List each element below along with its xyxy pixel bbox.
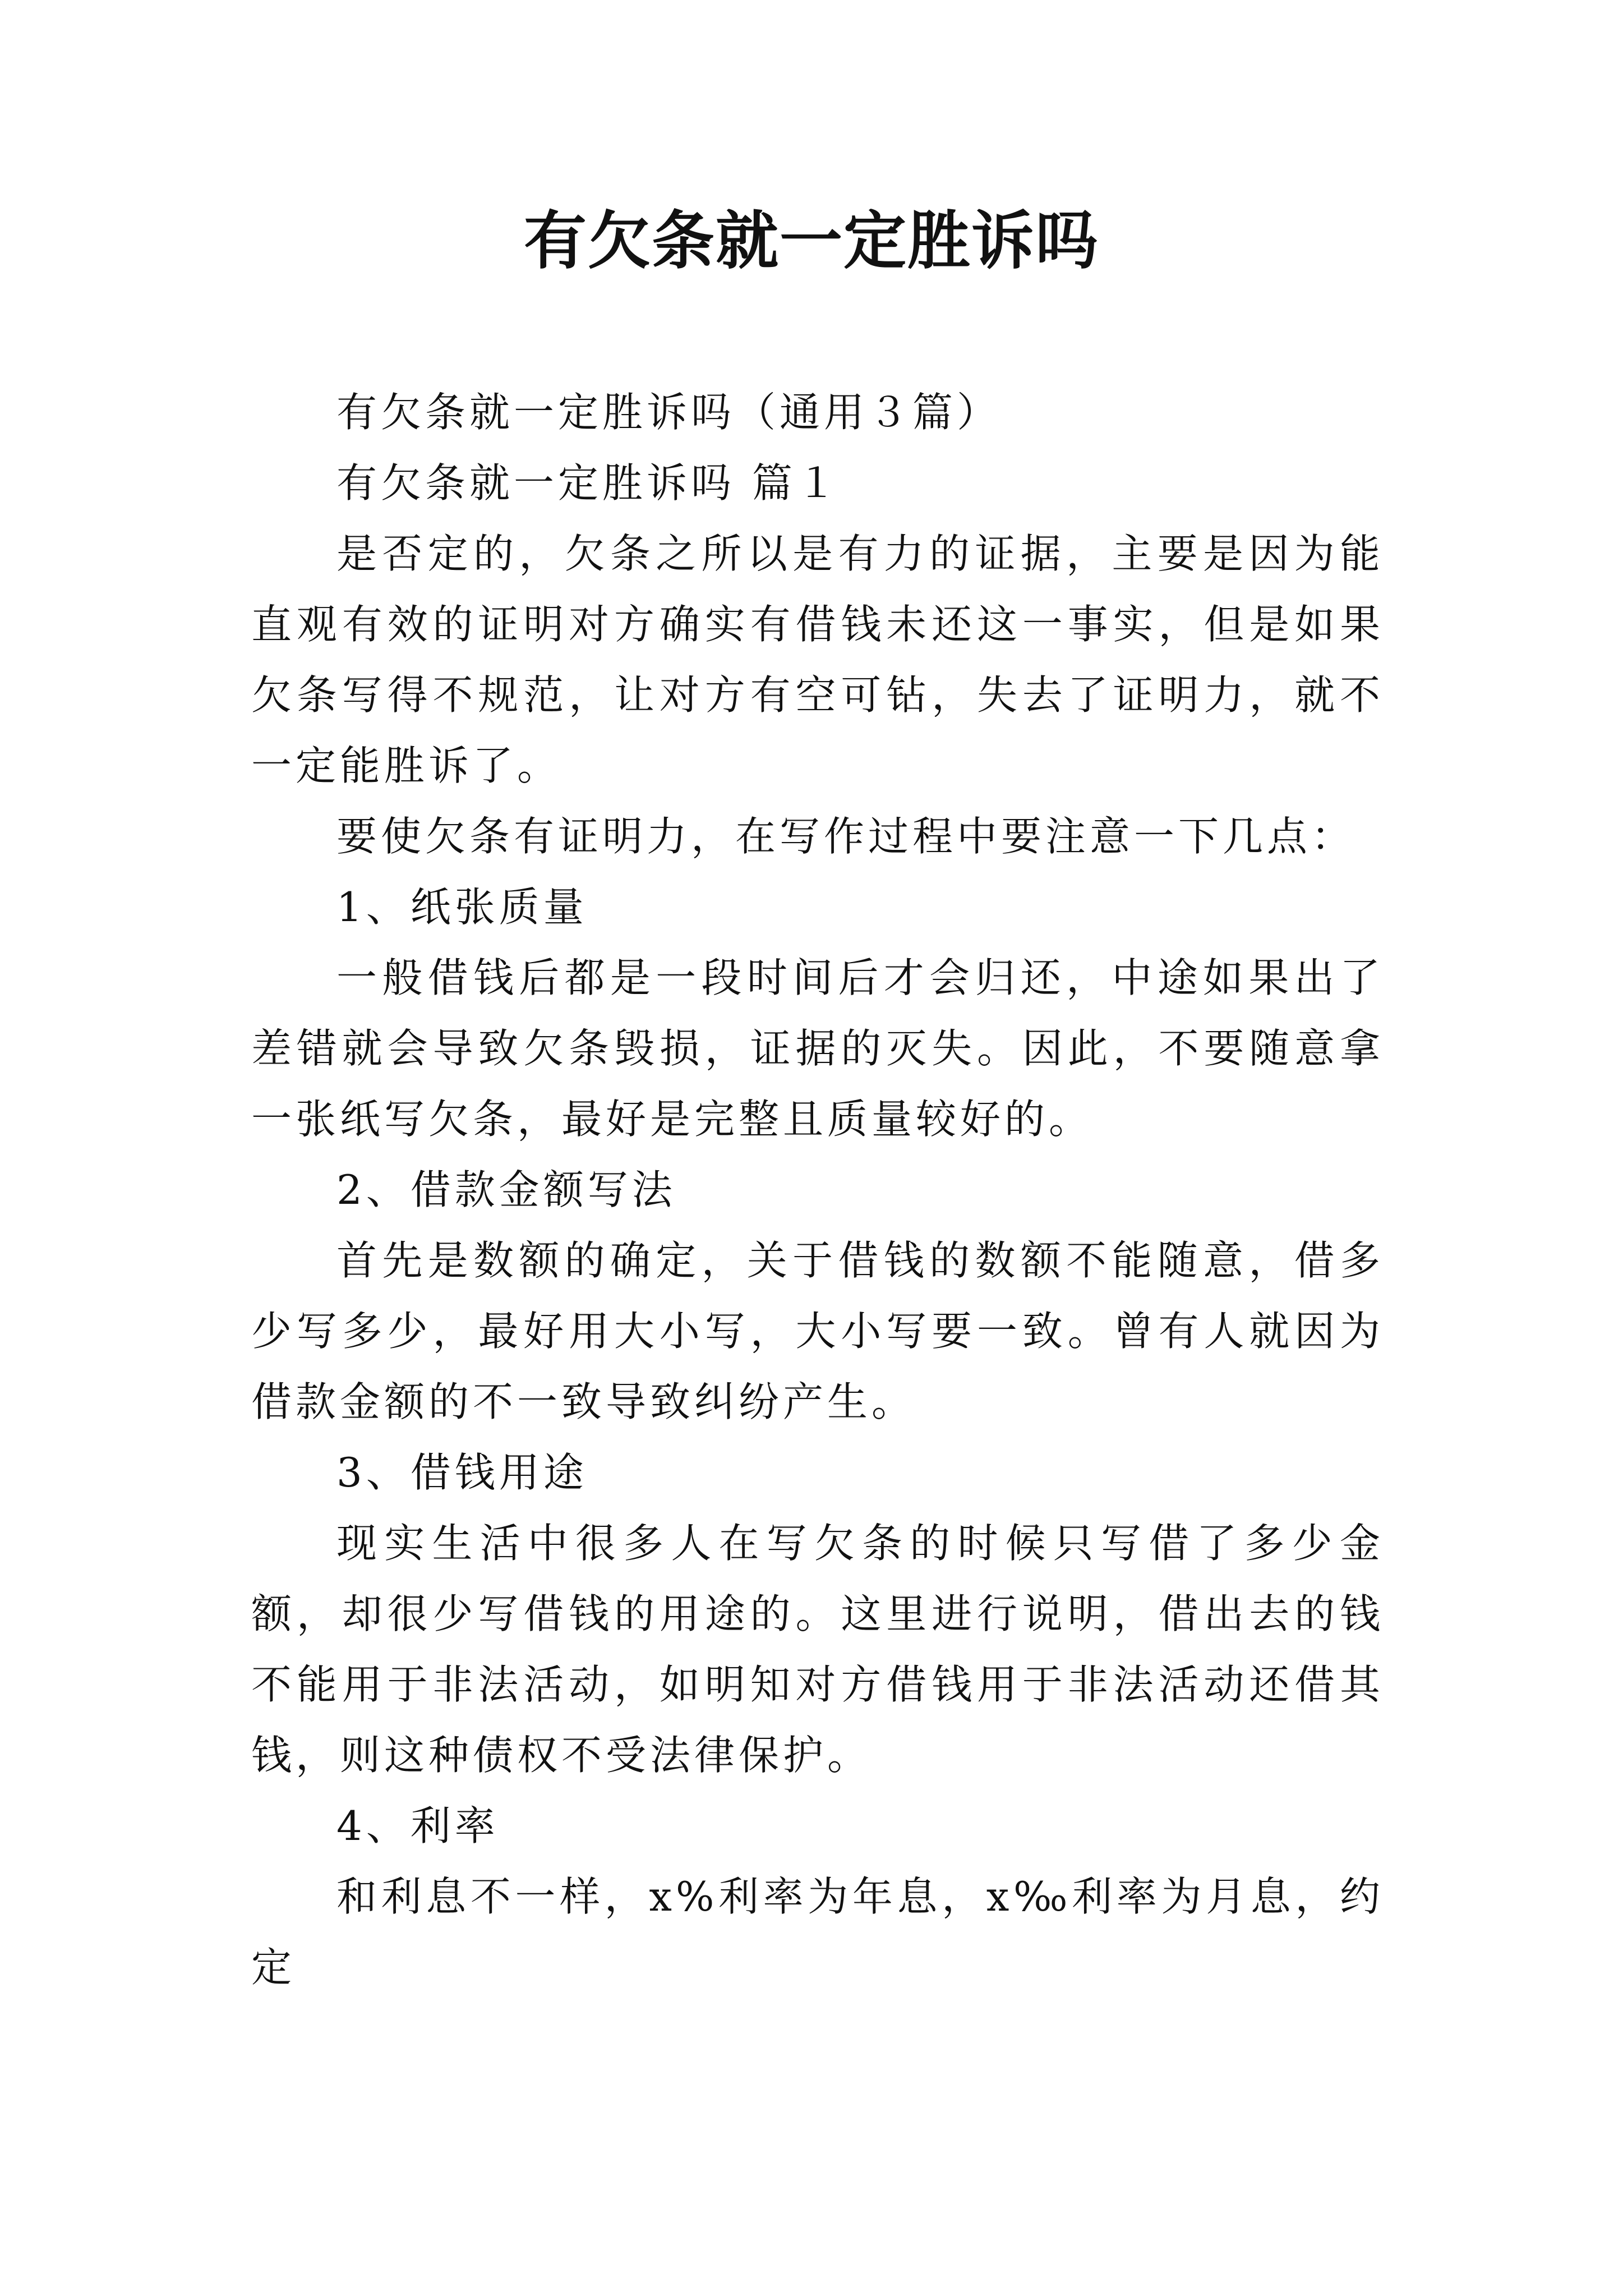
paragraph: 首先是数额的确定，关于借钱的数额不能随意，借多少写多少，最好用大小写，大小写要一致。曾有人就因为借款金额的不一致导致纠纷产生。 xyxy=(251,1237,1384,1425)
list-heading: 4、利率 xyxy=(336,1802,499,1849)
list-heading: 3、借钱用途 xyxy=(336,1449,588,1496)
paragraph: 一般借钱后都是一段时间后才会归还，中途如果出了差错就会导致欠条毁损，证据的灭失。因此，不要随意拿一张纸写欠条，最好是完整且质量较好的。 xyxy=(251,954,1384,1143)
list-heading: 2、借款金额写法 xyxy=(336,1166,676,1213)
list-heading: 1、纸张质量 xyxy=(336,884,588,931)
document-body xyxy=(251,377,1384,2003)
document-title: 有欠条就一定胜诉吗 xyxy=(524,204,1099,278)
paragraph: 是否定的，欠条之所以是有力的证据，主要是因为能直观有效的证明对方确实有借钱未还这一事实，但是如果欠条写得不规范，让对方有空可钻，失去了证明力，就不一定能胜诉了。 xyxy=(251,530,1384,789)
paragraph: 现实生活中很多人在写欠条的时候只写借了多少金额，却很少写借钱的用途的。这里进行说明，借出去的钱不能用于非法活动，如明知对方借钱用于非法活动还借其钱，则这种债权不受法律保护。 xyxy=(251,1520,1384,1779)
paragraph: 要使欠条有证明力，在写作过程中要注意一下几点： xyxy=(336,813,1356,860)
document-subtitle: 有欠条就一定胜诉吗（通用３篇） xyxy=(336,389,1002,436)
paragraph: 和利息不一样，x%利率为年息，x‰利率为月息，约定 xyxy=(251,1873,1384,1991)
section-heading: 有欠条就一定胜诉吗 篇１ xyxy=(336,459,841,507)
